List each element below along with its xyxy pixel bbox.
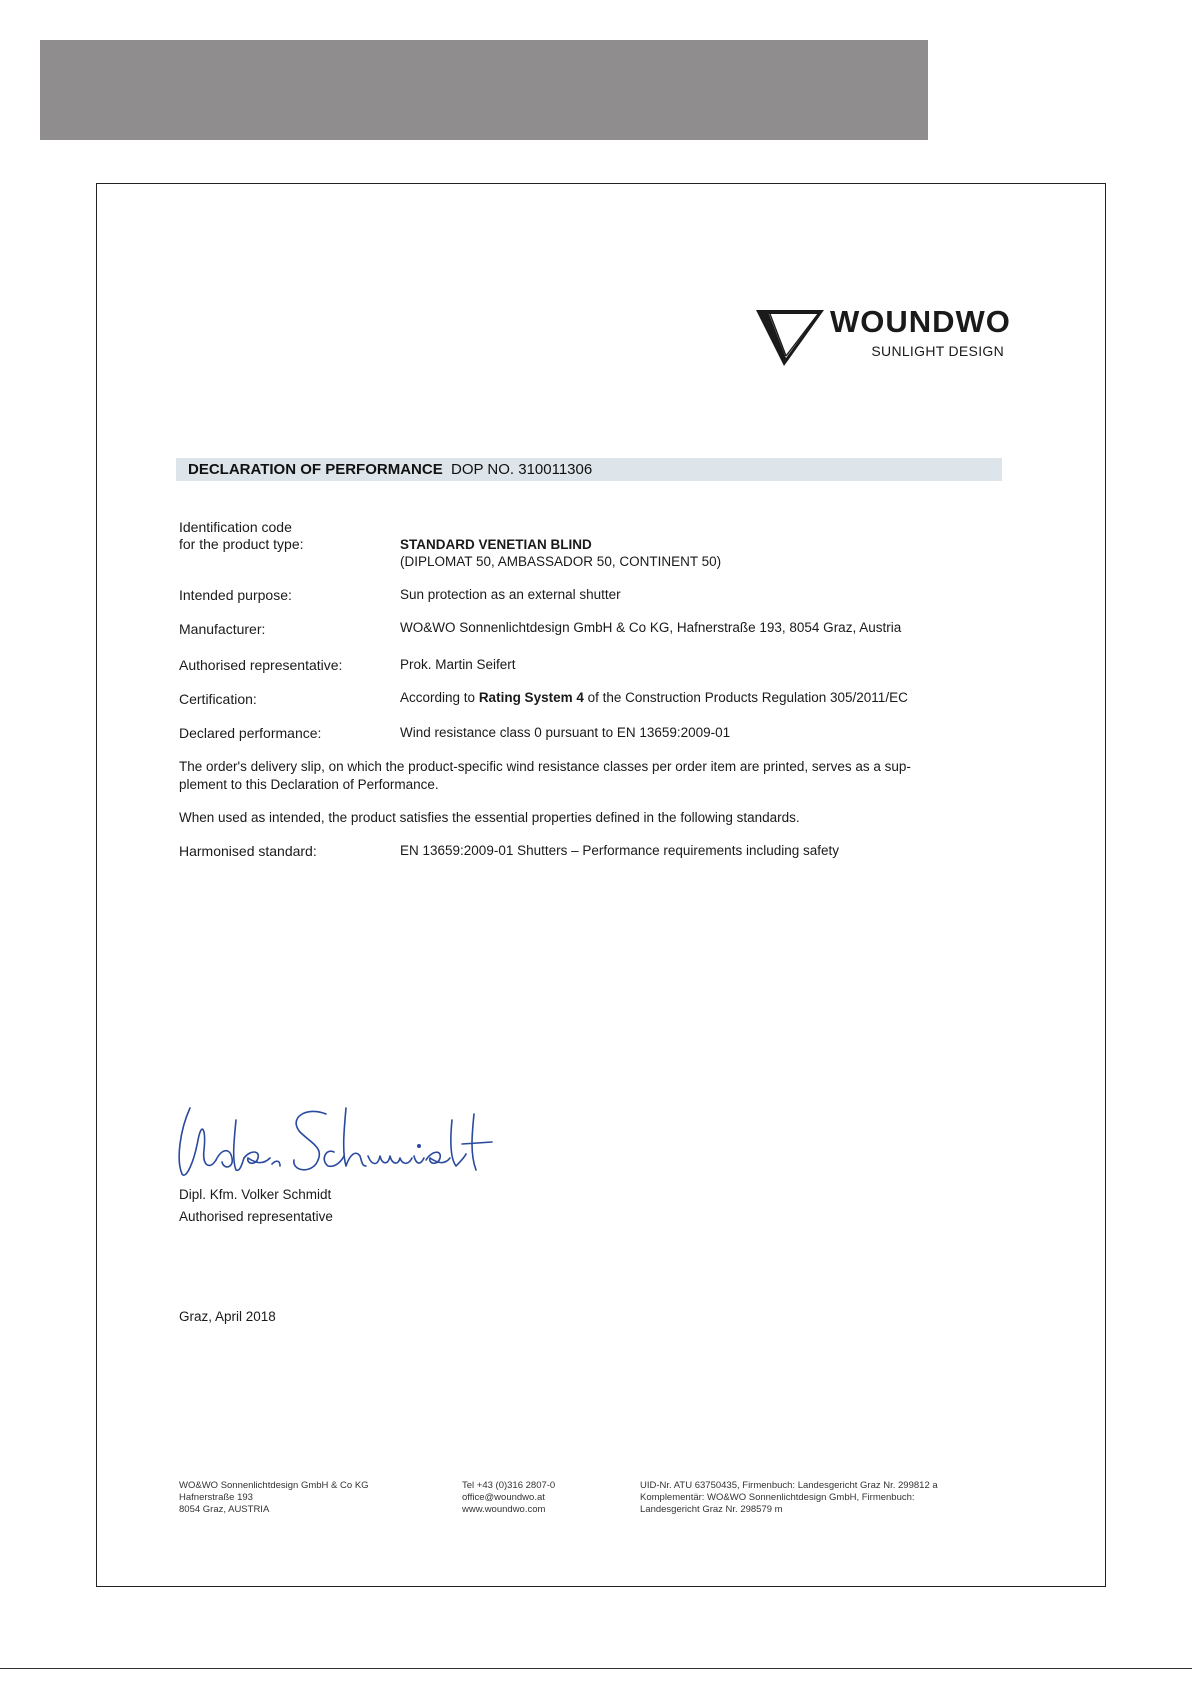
footer-registry-line: Landesgericht Graz Nr. 298579 m [640, 1504, 783, 1515]
declaration-heading [176, 458, 1002, 481]
delivery-slip-paragraph [179, 758, 1009, 794]
delivery-slip-line1: The order's delivery slip, on which the product-specific wind resistance classes per order item are printed, serves as a sup- [179, 759, 911, 774]
identification-label-line2: for the product type: [179, 536, 304, 552]
signatory-name: Dipl. Kfm. Volker Schmidt [179, 1187, 332, 1202]
certification-value [400, 690, 908, 705]
footer-registry-line: Komplementär: WO&WO Sonnenlichtdesign GmbH, Firmenbuch: [640, 1492, 915, 1503]
certification-label: Certification: [179, 691, 257, 707]
handwritten-signature [176, 1100, 496, 1180]
declaration-title: DECLARATION OF PERFORMANCE [188, 461, 443, 478]
footer-contact [462, 1480, 555, 1516]
certification-rating-system: Rating System 4 [478, 690, 584, 705]
intended-purpose-label: Intended purpose: [179, 587, 292, 603]
footer-phone: Tel +43 (0)316 2807-0 [462, 1480, 556, 1491]
footer-company-line: Hafnerstraße 193 [179, 1492, 253, 1503]
dop-number: DOP NO. 310011306 [451, 461, 593, 478]
harmonised-standard-label: Harmonised standard: [179, 843, 317, 859]
footer-registry-line: UID-Nr. ATU 63750435, Firmenbuch: Landesgericht Graz Nr. 299812 a [640, 1480, 938, 1491]
header-gray-band [40, 40, 928, 140]
certification-suffix: of the Construction Products Regulation 305/2011/EC [587, 690, 908, 705]
bottom-divider [0, 1668, 1192, 1669]
footer-registry [640, 1480, 938, 1516]
footer-website: www.woundwo.com [462, 1504, 546, 1515]
delivery-slip-line2: plement to this Declaration of Performance. [179, 777, 439, 792]
brand-name: WOUNDWO [830, 304, 1011, 339]
footer-company-line: WO&WO Sonnenlichtdesign GmbH & Co KG [179, 1480, 369, 1491]
product-models-value: (DIPLOMAT 50, AMBASSADOR 50, CONTINENT 50) [400, 554, 722, 569]
certification-prefix: According to [400, 690, 476, 705]
intended-purpose-value: Sun protection as an external shutter [400, 587, 621, 602]
declared-performance-label: Declared performance: [179, 725, 322, 741]
triangle-logo-icon [756, 310, 826, 368]
document-frame [96, 183, 1106, 1587]
company-logo [756, 300, 1011, 370]
footer-email: office@woundwo.at [462, 1492, 545, 1503]
identification-label-line1: Identification code [179, 519, 292, 535]
footer-company-address [179, 1480, 369, 1516]
declared-performance-value: Wind resistance class 0 pursuant to EN 13659:2009-01 [400, 725, 731, 740]
harmonised-standard-value: EN 13659:2009-01 Shutters – Performance requirements including safety [400, 843, 840, 858]
signatory-role: Authorised representative [179, 1209, 333, 1224]
authorised-representative-value: Prok. Martin Seifert [400, 657, 516, 672]
brand-tagline: SUNLIGHT DESIGN [871, 343, 1004, 359]
authorised-representative-label: Authorised representative: [179, 657, 343, 673]
place-date: Graz, April 2018 [179, 1309, 276, 1324]
footer-company-line: 8054 Graz, AUSTRIA [179, 1504, 270, 1515]
manufacturer-value: WO&WO Sonnenlichtdesign GmbH & Co KG, Hafnerstraße 193, 8054 Graz, Austria [400, 620, 902, 635]
manufacturer-label: Manufacturer: [179, 621, 266, 637]
intended-use-paragraph: When used as intended, the product satisfies the essential properties defined in the following standards. [179, 810, 800, 825]
product-type-value: STANDARD VENETIAN BLIND [400, 537, 592, 552]
